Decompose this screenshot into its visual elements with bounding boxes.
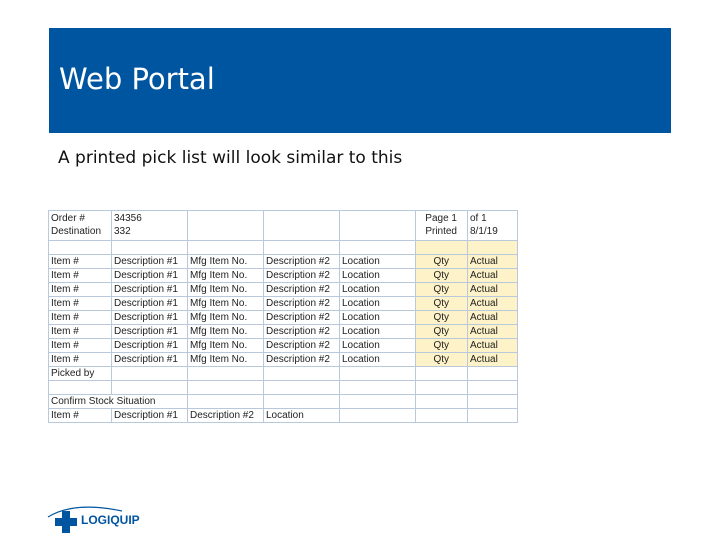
logiquip-logo (44, 503, 164, 535)
cell-location: Location (340, 311, 416, 325)
table-row (49, 409, 518, 423)
cell-desc2: Description #2 (264, 297, 340, 311)
cell-item: Item # (49, 283, 112, 297)
cell-location: Location (340, 269, 416, 283)
cell-mfg: Mfg Item No. (188, 325, 264, 339)
cell-item: Item # (49, 325, 112, 339)
cell-desc2: Description #2 (264, 269, 340, 283)
cell-actual: Actual (468, 353, 518, 367)
cell-qty: Qty (416, 255, 468, 269)
cell-item: Item # (49, 297, 112, 311)
subtitle: A printed pick list will look similar to this (58, 148, 403, 168)
cell-location: Location (340, 297, 416, 311)
cell-mfg: Mfg Item No. (188, 353, 264, 367)
cell-actual: Actual (468, 339, 518, 353)
table-row (49, 283, 518, 297)
cell-desc1: Description #1 (112, 311, 188, 325)
cell-mfg: Mfg Item No. (188, 255, 264, 269)
cell-qty: Qty (416, 339, 468, 353)
cell-item: Item # (49, 339, 112, 353)
table-row (49, 255, 518, 269)
cell-item: Item # (49, 311, 112, 325)
table-row (49, 381, 518, 395)
header-row (49, 211, 518, 241)
cell-mfg: Mfg Item No. (188, 269, 264, 283)
cell-location: Location (340, 353, 416, 367)
cell-actual: Actual (468, 297, 518, 311)
logo-text: LOGIQUIP (81, 513, 140, 527)
cell-location: Location (340, 255, 416, 269)
table-row (49, 311, 518, 325)
cell-item: Item # (49, 353, 112, 367)
cell-actual: Actual (468, 269, 518, 283)
table-row (49, 297, 518, 311)
cell-mfg: Mfg Item No. (188, 339, 264, 353)
confirm-desc1: Description #1 (112, 409, 188, 423)
table-row (49, 353, 518, 367)
confirm-desc2: Description #2 (188, 409, 264, 423)
confirm-location: Location (264, 409, 340, 423)
cell-actual: Actual (468, 255, 518, 269)
pick-list-table (48, 210, 518, 423)
cell-qty: Qty (416, 283, 468, 297)
cell-desc1: Description #1 (112, 269, 188, 283)
cell-location: Location (340, 325, 416, 339)
page-title: Web Portal (59, 62, 215, 96)
destination-value: 332 (114, 226, 131, 237)
table-row (49, 395, 518, 409)
cell-desc2: Description #2 (264, 283, 340, 297)
cell-actual: Actual (468, 283, 518, 297)
spacer-row (49, 241, 518, 255)
cell-location: Location (340, 339, 416, 353)
cell-mfg: Mfg Item No. (188, 311, 264, 325)
cell-desc2: Description #2 (264, 353, 340, 367)
picked-by-label: Picked by (49, 367, 112, 381)
cell-desc1: Description #1 (112, 353, 188, 367)
printed-label: Printed (425, 226, 457, 237)
table-row (49, 325, 518, 339)
cell-location: Location (340, 283, 416, 297)
cell-actual: Actual (468, 325, 518, 339)
cell-desc2: Description #2 (264, 255, 340, 269)
order-label: Order # (51, 213, 85, 224)
cell-qty: Qty (416, 325, 468, 339)
header-banner (49, 28, 671, 133)
cell-desc1: Description #1 (112, 339, 188, 353)
cell-desc1: Description #1 (112, 283, 188, 297)
cell-mfg: Mfg Item No. (188, 297, 264, 311)
order-value: 34356 (114, 213, 142, 224)
destination-label: Destination (51, 226, 102, 237)
cell-desc1: Description #1 (112, 255, 188, 269)
confirm-item: Item # (49, 409, 112, 423)
cell-qty: Qty (416, 353, 468, 367)
cell-qty: Qty (416, 297, 468, 311)
cell-desc1: Description #1 (112, 297, 188, 311)
page-label: Page 1 (425, 213, 457, 224)
confirm-title: Confirm Stock Situation (49, 395, 188, 409)
cell-qty: Qty (416, 269, 468, 283)
cell-qty: Qty (416, 311, 468, 325)
cell-mfg: Mfg Item No. (188, 283, 264, 297)
table-row (49, 269, 518, 283)
printed-date: 8/1/19 (470, 226, 498, 237)
cell-desc1: Description #1 (112, 325, 188, 339)
cell-actual: Actual (468, 311, 518, 325)
page-of: of 1 (470, 213, 487, 224)
cell-item: Item # (49, 269, 112, 283)
table-row (49, 339, 518, 353)
cell-item: Item # (49, 255, 112, 269)
cell-desc2: Description #2 (264, 339, 340, 353)
table-row (49, 367, 518, 381)
cell-desc2: Description #2 (264, 325, 340, 339)
cell-desc2: Description #2 (264, 311, 340, 325)
